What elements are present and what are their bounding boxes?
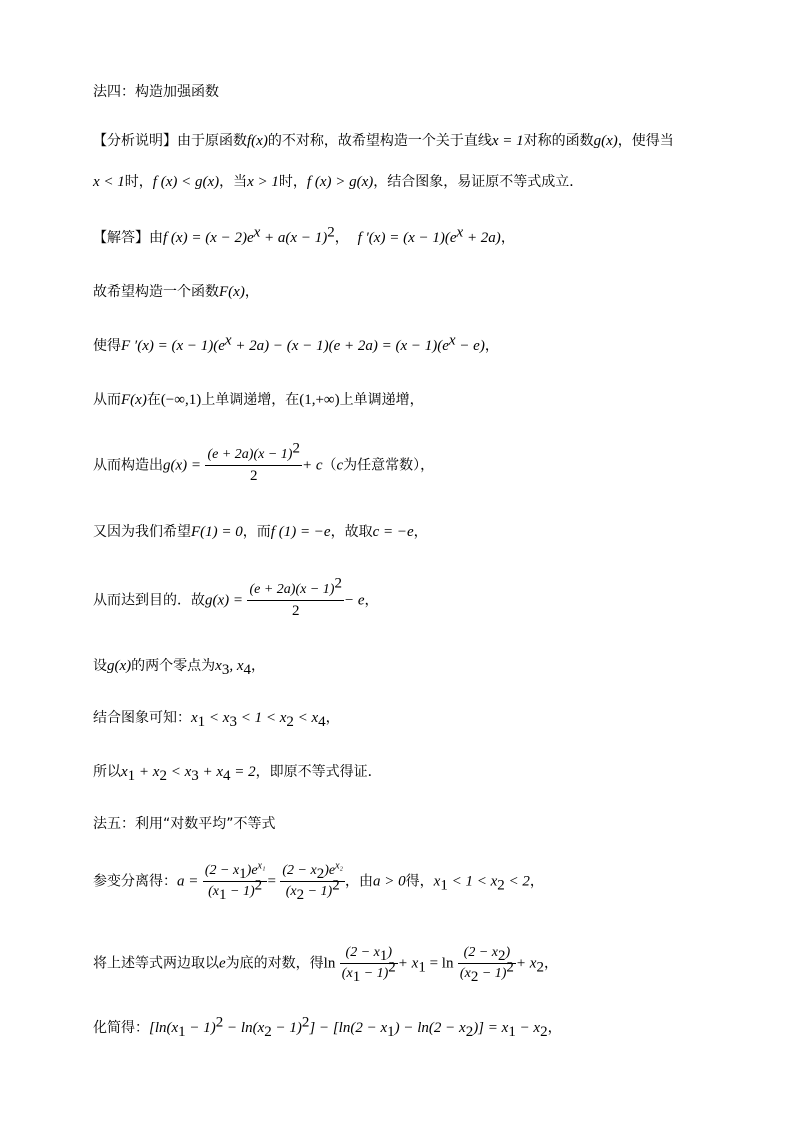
- text: 对称的函数: [523, 133, 594, 149]
- math: x = 1: [491, 133, 524, 149]
- text: 使得: [93, 338, 121, 354]
- analysis-tag: 【分析说明】: [93, 133, 177, 149]
- math-sub: 1: [239, 865, 247, 882]
- text: 在: [146, 392, 161, 408]
- numerator: [205, 440, 301, 466]
- math: ) − ln(2 − x: [394, 1020, 466, 1036]
- math: = 2: [230, 764, 256, 780]
- denominator: 2: [249, 468, 258, 484]
- math: (−∞,1): [160, 392, 202, 408]
- denominator: [203, 877, 268, 903]
- text: 上单调递增，在: [201, 392, 300, 408]
- math: g(x): [593, 133, 618, 149]
- math: =: [267, 873, 276, 890]
- math: + x: [135, 764, 160, 780]
- text: ，: [251, 658, 265, 674]
- math-sub: 1: [440, 877, 448, 894]
- math-sub: 1: [219, 886, 227, 903]
- text: 的两个零点为: [131, 658, 216, 674]
- math: − 1): [304, 884, 333, 899]
- math: (x: [459, 966, 471, 981]
- solution-line-1: [93, 224, 515, 248]
- denominator: [340, 959, 398, 985]
- text: 又因为我们希望: [93, 524, 191, 540]
- analysis-line-2: [93, 172, 583, 192]
- text: 故希望构造一个函数: [93, 284, 219, 300]
- fraction: [340, 943, 398, 984]
- math-sub: 1: [418, 959, 426, 976]
- math: c: [336, 457, 344, 474]
- math: (x: [341, 966, 353, 981]
- fraction: [280, 861, 345, 902]
- math: − 1): [271, 1020, 302, 1036]
- text: ，: [325, 710, 340, 726]
- text: 参变分离得：: [93, 873, 177, 890]
- text: ，: [364, 592, 379, 609]
- math-sub: 2: [264, 1023, 272, 1040]
- math: x: [191, 710, 198, 726]
- text: ，结合图象，易证原不等式成立．: [373, 174, 584, 190]
- math: x: [121, 764, 128, 780]
- math-sup: 2: [254, 877, 263, 894]
- math-sub: 2: [536, 959, 544, 976]
- solution-line-5: [93, 440, 435, 486]
- math: − e: [343, 592, 365, 609]
- math-sup: x: [448, 332, 456, 349]
- math: < 1 < x: [236, 710, 287, 726]
- math-sub: 1: [197, 713, 206, 730]
- fraction: [203, 861, 268, 902]
- math-sup: x: [224, 332, 232, 349]
- math: + x: [397, 955, 419, 972]
- method5-line-1: [93, 861, 544, 902]
- math-sup: 2: [332, 877, 340, 894]
- math-sub: 3: [229, 713, 237, 730]
- math-sub: 2: [316, 865, 325, 882]
- math: ): [505, 945, 511, 960]
- math: x: [215, 658, 222, 674]
- math: F(x): [219, 284, 245, 300]
- math: ): [387, 945, 393, 960]
- math-sup: x₁: [257, 860, 266, 872]
- math-sub: 2: [465, 1023, 474, 1040]
- math: g(x) =: [163, 457, 202, 474]
- math-sub: 1: [379, 947, 388, 964]
- text: 为底的对数，得: [225, 955, 324, 972]
- math: (x: [208, 884, 220, 899]
- math: x: [433, 873, 441, 890]
- math: + x: [515, 955, 537, 972]
- math: (e + 2a)(x − 1): [207, 447, 293, 462]
- text: 化简得：: [93, 1020, 149, 1036]
- math-sub: 2: [497, 877, 505, 894]
- text: ，: [413, 524, 428, 540]
- math: < 2: [504, 873, 530, 890]
- text: ，故取: [330, 524, 373, 540]
- fraction: [458, 943, 516, 984]
- math-sup: 2: [292, 440, 300, 457]
- math: − x: [515, 1020, 541, 1036]
- math-sub: 2: [159, 767, 167, 784]
- text: 将上述等式两边取以: [93, 955, 219, 972]
- math: − e): [455, 338, 485, 354]
- text: 从而: [93, 392, 121, 408]
- math: (2 − x: [204, 863, 240, 878]
- text: 时，: [124, 174, 153, 190]
- math: , x: [229, 658, 244, 674]
- text: 设: [93, 658, 107, 674]
- math-sub: 2: [296, 886, 305, 903]
- math-sup: 2: [506, 959, 514, 976]
- math: a =: [177, 873, 199, 890]
- text: ，而: [242, 524, 271, 540]
- solution-tag: 【解答】: [93, 230, 149, 246]
- text: 由于原函数: [177, 133, 247, 149]
- math-sub: 4: [318, 713, 326, 730]
- method4-title: [93, 82, 219, 102]
- math: x < 1: [93, 174, 125, 190]
- solution-line-3: [93, 332, 499, 356]
- text: 结合图象可知：: [93, 710, 191, 726]
- text: 从而达到目的．故: [93, 592, 205, 609]
- text: ，: [547, 1020, 562, 1036]
- math-sub: 2: [470, 968, 479, 985]
- math: f (1) = −e: [270, 524, 331, 540]
- text: ，: [500, 230, 515, 246]
- denominator: 2: [291, 603, 300, 619]
- text: 从而构造出: [93, 457, 163, 474]
- math: g(x) =: [205, 592, 244, 609]
- math-sub: 2: [286, 713, 294, 730]
- math: (e + 2a)(x − 1): [249, 582, 335, 597]
- math-sub: 4: [223, 767, 231, 784]
- math: (x: [285, 884, 297, 899]
- math: − 1): [478, 966, 507, 981]
- text: ，当: [219, 174, 248, 190]
- math: < x: [293, 710, 319, 726]
- math: )] = x: [473, 1020, 509, 1036]
- math: f (x) = (x − 2)e: [163, 230, 254, 246]
- math-sup: 2: [388, 959, 396, 976]
- text: ，: [244, 284, 259, 300]
- math: < x: [166, 764, 192, 780]
- math: )e: [246, 863, 258, 878]
- text: 得，: [405, 873, 434, 890]
- method4-title-text: 法四：构造加强函数: [93, 84, 219, 100]
- math-sub: 3: [221, 661, 230, 678]
- solution-line-10: [93, 762, 382, 782]
- math: e: [219, 955, 226, 972]
- math: c = −e: [372, 524, 414, 540]
- math: + a(x − 1): [260, 230, 328, 246]
- text: ，: [543, 955, 558, 972]
- denominator: [458, 959, 516, 985]
- text: ，: [334, 230, 349, 246]
- math: g(x): [107, 658, 132, 674]
- math: ] − [ln(2 − x: [309, 1020, 388, 1036]
- math-sup: x: [456, 224, 464, 241]
- math: (2 − x: [282, 863, 317, 878]
- math: ln: [323, 955, 336, 972]
- text: 时，: [278, 174, 307, 190]
- math: f(x): [247, 133, 268, 149]
- math: + 2a): [463, 230, 501, 246]
- denominator: [280, 877, 345, 903]
- text: （: [322, 457, 337, 474]
- numerator: [247, 575, 343, 601]
- math-sup: 2: [215, 1014, 224, 1031]
- math-sub: 2: [498, 947, 506, 964]
- math-sup: 2: [301, 1014, 310, 1031]
- solution-line-9: [93, 708, 340, 728]
- math: = ln: [425, 955, 454, 972]
- math: x > 1: [247, 174, 279, 190]
- math-sup: 2: [334, 575, 342, 592]
- math: − ln(x: [223, 1020, 265, 1036]
- solution-line-8: [93, 656, 265, 676]
- text: ，由: [345, 873, 374, 890]
- math-sub: 2: [540, 1023, 548, 1040]
- math-sub: 1: [387, 1023, 395, 1040]
- text: 为任意常数），: [343, 457, 435, 474]
- text: 所以: [93, 764, 121, 780]
- math-sub: 3: [191, 767, 199, 784]
- math-sup: x₂: [335, 860, 344, 872]
- method5-title-text: 法五：利用“对数平均”不等式: [93, 816, 276, 832]
- math-sub: 4: [243, 661, 251, 678]
- text: 的不对称，故希望构造一个关于直线: [267, 133, 492, 149]
- math-sub: 1: [178, 1023, 186, 1040]
- math: F ′(x) = (x − 1)(e: [121, 338, 225, 354]
- text: ，: [484, 338, 499, 354]
- math: (1,+∞): [299, 392, 340, 408]
- math: < x: [205, 710, 230, 726]
- text: ，: [529, 873, 544, 890]
- math: − 1): [360, 966, 389, 981]
- math: (2 − x: [463, 945, 498, 960]
- math: f ′(x) = (x − 1)(e: [357, 230, 457, 246]
- math-sub: 1: [352, 968, 361, 985]
- text: ，使得当: [617, 133, 674, 149]
- math-sup: x: [253, 224, 261, 241]
- math: )e: [324, 863, 336, 878]
- text: 由: [149, 230, 163, 246]
- solution-line-2: [93, 282, 259, 302]
- math: f (x) > g(x): [306, 174, 374, 190]
- math: + x: [198, 764, 224, 780]
- math: a > 0: [373, 873, 406, 890]
- solution-line-4: [93, 390, 424, 410]
- math: f (x) < g(x): [152, 174, 220, 190]
- math: − 1): [185, 1020, 216, 1036]
- method5-line-3: [93, 1014, 562, 1040]
- method5-title: [93, 814, 276, 834]
- math-sup: 2: [327, 224, 335, 241]
- math-sub: 1: [508, 1023, 516, 1040]
- analysis-line-1: [93, 131, 674, 151]
- math: [ln(x: [149, 1020, 179, 1036]
- solution-line-7: [93, 575, 379, 621]
- text: 上单调递增，: [339, 392, 424, 408]
- fraction: [247, 575, 343, 621]
- solution-line-6: [93, 522, 428, 542]
- method5-line-2: [93, 943, 558, 984]
- math: + 2a) − (x − 1)(e + 2a) = (x − 1)(e: [231, 338, 449, 354]
- math: (2 − x: [345, 945, 380, 960]
- fraction: [205, 440, 301, 486]
- math: − 1): [226, 884, 255, 899]
- math: F(x): [121, 392, 147, 408]
- math: + c: [301, 457, 323, 474]
- math-sub: 1: [127, 767, 136, 784]
- math: F(1) = 0: [191, 524, 243, 540]
- text: ，即原不等式得证．: [255, 764, 382, 780]
- math: < 1 < x: [447, 873, 498, 890]
